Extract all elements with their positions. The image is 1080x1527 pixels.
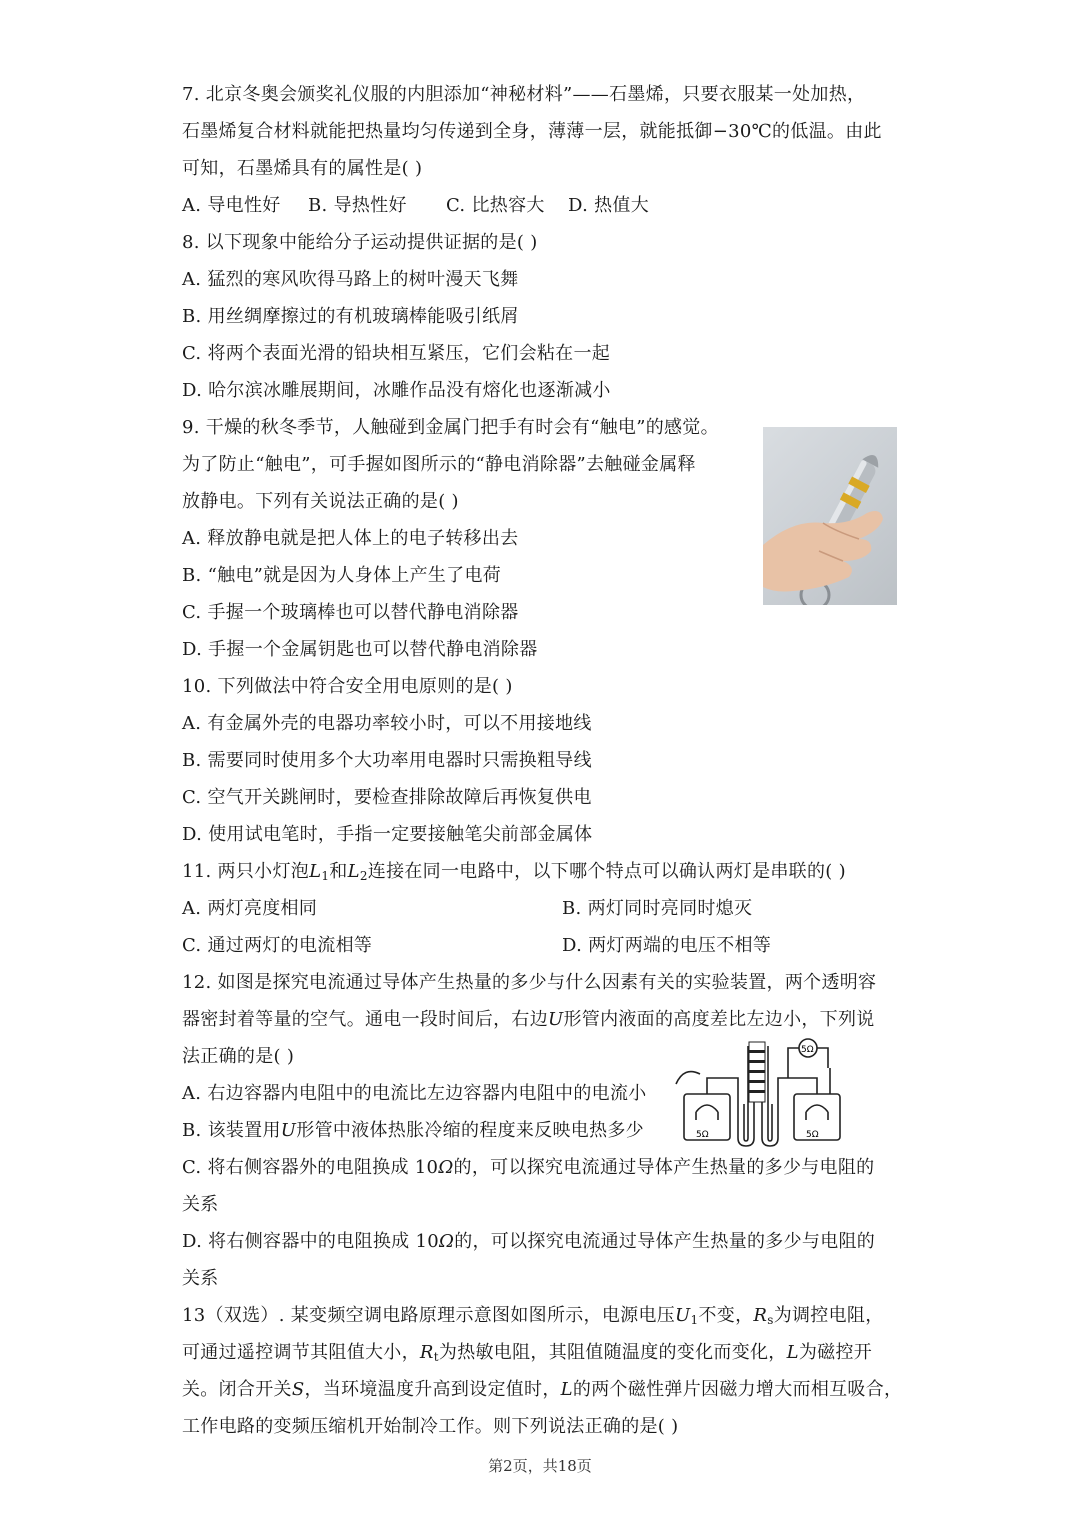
q13-l1b: 不变，: [698, 1305, 754, 1326]
q12-line2b: 形管内液面的高度差比左边小，下列说: [563, 1009, 875, 1030]
fig-right-resistor-label: 5Ω: [806, 1130, 819, 1140]
q7-option-a: A. 导电性好: [182, 195, 281, 216]
q7-line3: 可知，石墨烯具有的属性是( ): [182, 158, 423, 179]
q7-option-c: C. 比热容大: [446, 195, 545, 216]
q11-option-d: D. 两灯两端的电压不相等: [562, 935, 772, 956]
q13-sub1: 1: [690, 1313, 699, 1327]
q9-line3: 放静电。下列有关说法正确的是( ): [182, 491, 459, 512]
q11-stem: [182, 860, 846, 888]
q7-line2: 石墨烯复合材料就能把热量均匀传递到全身，薄薄一层，就能抵御−30℃的低温。由此: [182, 121, 882, 142]
q13-l1c: 为调控电阻，: [773, 1305, 884, 1326]
q7-option-b: B. 导热性好: [308, 195, 407, 216]
q12-option-d-omega: Ω: [438, 1231, 455, 1252]
q9-option-c: C. 手握一个玻璃棒也可以替代静电消除器: [182, 602, 519, 623]
q11-options-row1: [182, 897, 882, 921]
q12-line1: 12. 如图是探究电流通过导体产生热量的多少与什么因素有关的实验装置，两个透明容: [182, 972, 877, 993]
q13-var-l-2: L: [560, 1379, 573, 1400]
q12-option-c: [182, 1156, 874, 1180]
q8-option-c: C. 将两个表面光滑的铅块相互紧压，它们会粘在一起: [182, 343, 611, 364]
fig-left-resistor-label: 5Ω: [696, 1130, 709, 1140]
q13-l3b: ，当环境温度升高到设定值时，: [304, 1379, 561, 1400]
q11-option-b: B. 两灯同时亮同时熄灭: [562, 898, 753, 919]
q12-option-b-var-u: U: [280, 1120, 297, 1141]
q13-l3a: 关。闭合开关: [182, 1379, 292, 1400]
q11-stem-b: 连接在同一电路中，以下哪个特点可以确认两灯是串联的( ): [367, 861, 846, 882]
page-footer: 第2页，共18页: [488, 1457, 592, 1475]
q12-option-c-b: 的，可以探究电流通过导体产生热量的多少与电阻的: [453, 1157, 875, 1178]
q13-l3c: 的两个磁性弹片因磁力增大而相互吸合，: [572, 1379, 903, 1400]
q11-var-l1: L: [309, 861, 322, 882]
q13-sub-s: s: [767, 1313, 774, 1327]
q12-option-d-cont: 关系: [182, 1268, 219, 1289]
q13-var-l: L: [786, 1342, 799, 1363]
q8-stem: 8. 以下现象中能给分子运动提供证据的是( ): [182, 232, 538, 253]
q11-option-a: A. 两灯亮度相同: [182, 898, 318, 919]
q7-option-d: D. 热值大: [568, 195, 650, 216]
q9-option-d: D. 手握一个金属钥匙也可以替代静电消除器: [182, 639, 538, 660]
q12-option-c-cont: 关系: [182, 1194, 219, 1215]
q13-l2a: 可通过遥控调节其阻值大小，: [182, 1342, 420, 1363]
q9-line2: 为了防止“触电”，可手握如图所示的“静电消除器”去触碰金属释: [182, 454, 696, 475]
q12-option-b-a: B. 该装置用: [182, 1120, 281, 1141]
q13-l2b: 为热敏电阻，其阻值随温度的变化而变化，: [438, 1342, 787, 1363]
q12-option-d: [182, 1230, 875, 1254]
q12-option-c-a: C. 将右侧容器外的电阻换成 10: [182, 1157, 439, 1178]
q13-sub-t: t: [433, 1350, 439, 1364]
static-eliminator-photo: [763, 427, 897, 605]
q13-var-rt: R: [419, 1342, 434, 1363]
q10-stem: 10. 下列做法中符合安全用电原则的是( ): [182, 676, 513, 697]
q12-option-a: A. 右边容器内电阻中的电流比左边容器内电阻中的电流小: [182, 1083, 647, 1104]
q12-option-c-omega: Ω: [438, 1157, 454, 1178]
q13-l1a: 13（双选）. 某变频空调电路原理示意图如图所示，电源电压: [182, 1305, 676, 1326]
q11-var-l2: L: [347, 861, 360, 882]
q13-line1: [182, 1304, 884, 1332]
q7-options: [182, 194, 882, 218]
q8-option-b: B. 用丝绸摩擦过的有机玻璃棒能吸引纸屑: [182, 306, 519, 327]
q12-line2a: 器密封着等量的空气。通电一段时间后，右边: [182, 1009, 548, 1030]
q13-line4: 工作电路的变频压缩机开始制冷工作。则下列说法正确的是( ): [182, 1416, 679, 1437]
q12-line2: [182, 1008, 875, 1032]
q10-option-d: D. 使用试电笔时，手指一定要接触笔尖前部金属体: [182, 824, 593, 845]
q13-var-rs: R: [753, 1305, 768, 1326]
q12-option-b: [182, 1119, 644, 1143]
q10-option-c: C. 空气开关跳闸时，要检查排除故障后再恢复供电: [182, 787, 592, 808]
q13-l2c: 为磁控开: [798, 1342, 873, 1363]
q13-line3: [182, 1378, 902, 1402]
q8-option-a: A. 猛烈的寒风吹得马路上的树叶漫天飞舞: [182, 269, 519, 290]
q11-stem-a: 11. 两只小灯泡: [182, 861, 310, 882]
q7-line1: 7. 北京冬奥会颁奖礼仪服的内胆添加“神秘材料”——石墨烯，只要衣服某一处加热，: [182, 84, 866, 105]
q10-option-a: A. 有金属外壳的电器功率较小时，可以不用接地线: [182, 713, 592, 734]
q9-option-b: B. “触电”就是因为人身体上产生了电荷: [182, 565, 502, 586]
q11-and: 和: [329, 861, 348, 882]
q12-option-d-a: D. 将右侧容器中的电阻换成 10: [182, 1231, 439, 1252]
q13-line2: [182, 1341, 872, 1369]
q13-var-s: S: [291, 1379, 305, 1400]
q8-option-d: D. 哈尔滨冰雕展期间，冰雕作品没有熔化也逐渐减小: [182, 380, 611, 401]
q12-line3: 法正确的是( ): [182, 1046, 295, 1067]
q11-options-row2: [182, 934, 882, 958]
q12-option-b-b: 形管中液体热胀冷缩的程度来反映电热多少: [296, 1120, 644, 1141]
q10-option-b: B. 需要同时使用多个大功率用电器时只需换粗导线: [182, 750, 592, 771]
q9-option-a: A. 释放静电就是把人体上的电子转移出去: [182, 528, 519, 549]
q11-sub2: 2: [359, 869, 368, 883]
q12-var-u: U: [548, 1009, 564, 1030]
fig-top-resistor-label: 5Ω: [801, 1045, 814, 1055]
q12-option-d-b: 的，可以探究电流通过导体产生热量的多少与电阻的: [454, 1231, 876, 1252]
q11-option-c: C. 通过两灯的电流相等: [182, 935, 373, 956]
q13-var-u: U: [675, 1305, 691, 1326]
q9-line1: 9. 干燥的秋冬季节，人触碰到金属门把手有时会有“触电”的感觉。: [182, 417, 719, 438]
q11-sub1: 1: [321, 869, 330, 883]
joule-heating-apparatus-figure: [672, 1038, 842, 1150]
